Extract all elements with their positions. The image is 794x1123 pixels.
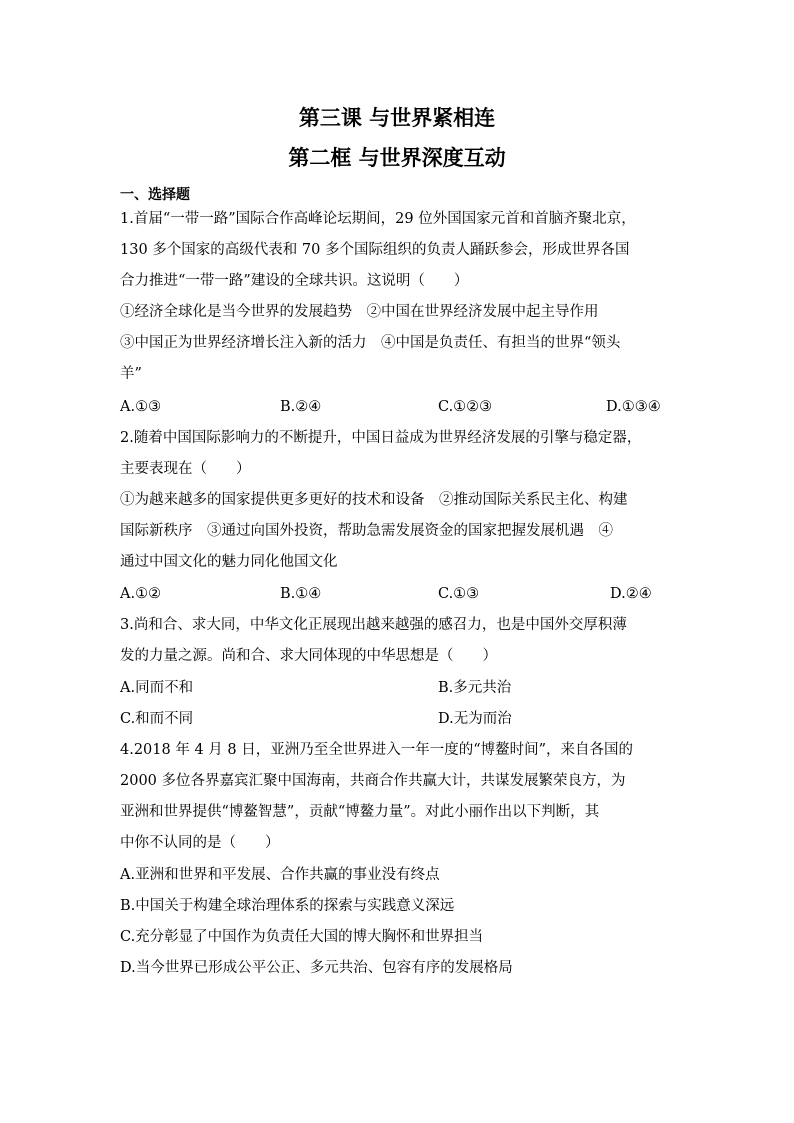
- question-1-statement-line-2: ③中国正为世界经济增长注入新的活力 ④中国是负责任、有担当的世界“领头: [120, 335, 621, 351]
- question-1-line-2: 130 多个国家的高级代表和 70 多个国际组织的负责人踊跃参会，形成世界各国: [120, 242, 630, 258]
- question-1-statement-line-1: ①经济全球化是当今世界的发展趋势 ②中国在世界经济发展中起主导作用: [120, 304, 599, 320]
- question-3-line-1: 3.尚和合、求大同，中华文化正展现出越来越强的感召力，也是中国外交厚积薄: [120, 617, 627, 633]
- question-3-line-2: 发的力量之源。尚和合、求大同体现的中华思想是（ ）: [120, 648, 497, 664]
- question-4-line-2: 2000 多位各界嘉宾汇聚中国海南，共商合作共赢大计，共谋发展繁荣良方，为: [120, 773, 626, 789]
- question-3-option-a: A.同而不和: [120, 680, 194, 696]
- question-3-option-d: D.无为而治: [438, 711, 512, 727]
- question-4-option-c: C.充分彰显了中国作为负责任大国的博大胸怀和世界担当: [120, 929, 484, 945]
- question-1-option-d: D.①③④: [606, 399, 661, 415]
- question-4-line-3: 亚洲和世界提供“博鳌智慧”，贡献“博鳌力量”。对此小丽作出以下判断，其: [120, 804, 600, 820]
- question-4-option-a: A.亚洲和世界和平发展、合作共赢的事业没有终点: [120, 867, 440, 883]
- question-section-heading: 一、选择题: [120, 187, 190, 203]
- question-4-line-1: 4.2018 年 4 月 8 日，亚洲乃至全世界进入一年一度的“博鳌时间”，来自各国的: [120, 742, 634, 758]
- question-4-option-b: B.中国关于构建全球治理体系的探索与实践意义深远: [120, 898, 455, 914]
- question-2-option-b: B.①④: [280, 586, 322, 602]
- question-3-option-b: B.多元共治: [438, 680, 512, 696]
- question-2-statement-line-2: 国际新秩序 ③通过向国外投资，帮助急需发展资金的国家把握发展机遇 ④: [120, 523, 613, 539]
- question-1-option-b: B.②④: [280, 399, 322, 415]
- question-1-line-1: 1.首届“一带一路”国际合作高峰论坛期间，29 位外国国家元首和首脑齐聚北京，: [120, 211, 636, 227]
- question-3-option-c: C.和而不同: [120, 711, 194, 727]
- question-1-statement-line-3: 羊”: [120, 366, 142, 382]
- question-1-line-3: 合力推进“一带一路”建设的全球共识。这说明（ ）: [120, 273, 469, 289]
- question-2-line-2: 主要表现在（ ）: [120, 461, 251, 477]
- question-2-statement-line-3: 通过中国文化的魅力同化他国文化: [120, 554, 338, 570]
- question-4-option-d: D.当今世界已形成公平公正、多元共治、包容有序的发展格局: [120, 960, 513, 976]
- question-2-statement-line-1: ①为越来越多的国家提供更多更好的技术和设备 ②推动国际关系民主化、构建: [120, 492, 628, 508]
- question-4-line-4: 中你不认同的是（ ）: [120, 835, 280, 851]
- section-subtitle: 第二框 与世界深度互动: [288, 146, 506, 170]
- question-1-option-a: A.①③: [120, 399, 162, 415]
- question-2-option-d: D.②④: [610, 586, 652, 602]
- question-2-option-a: A.①②: [120, 586, 162, 602]
- question-2-line-1: 2.随着中国国际影响力的不断提升，中国日益成为世界经济发展的引擎与稳定器，: [120, 430, 642, 446]
- question-1-option-c: C.①②③: [438, 399, 493, 415]
- question-2-option-c: C.①③: [438, 586, 480, 602]
- lesson-title: 第三课 与世界紧相连: [298, 106, 496, 130]
